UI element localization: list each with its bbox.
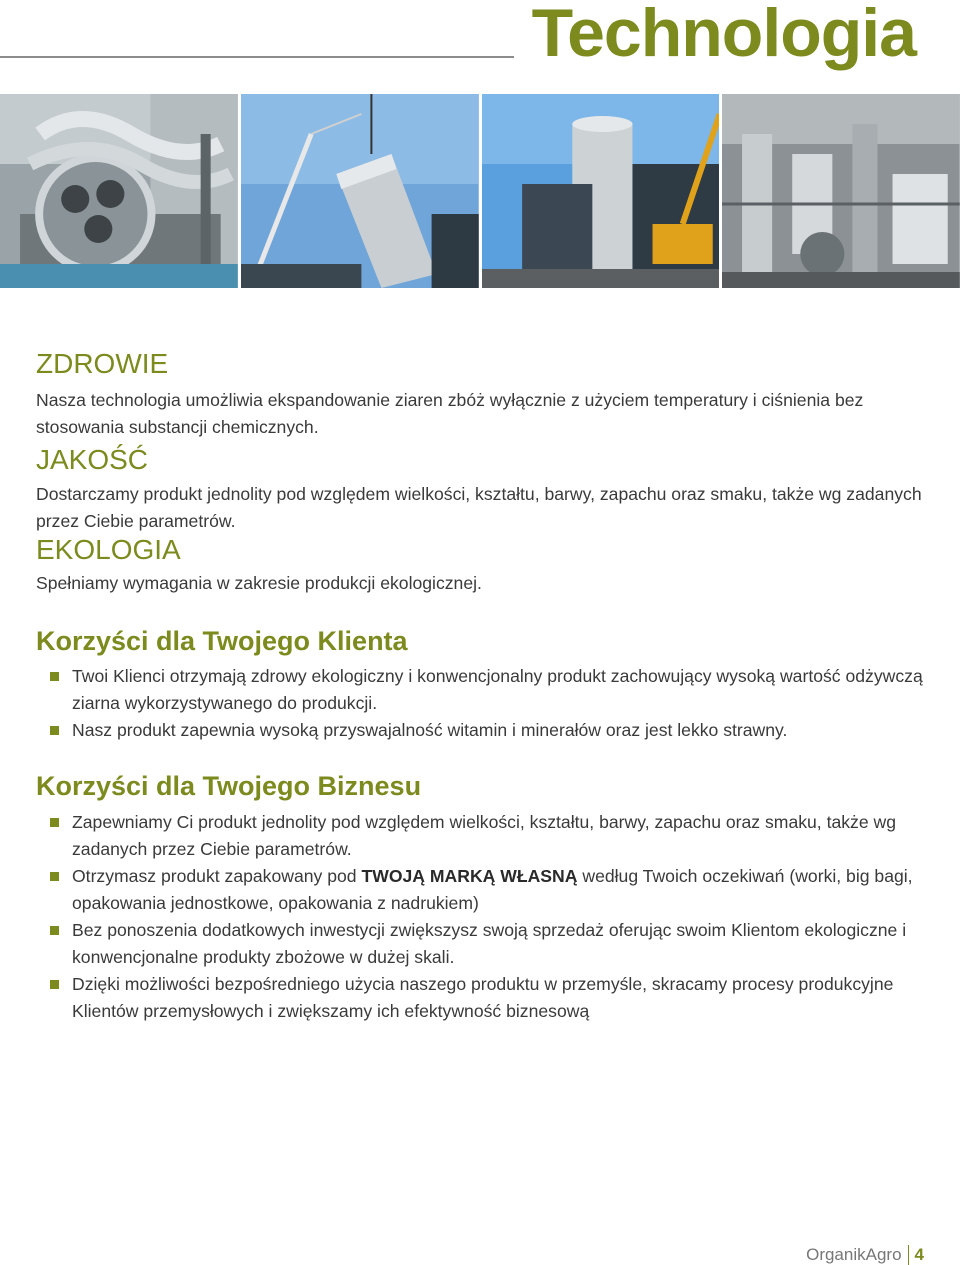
- list-item: [36, 917, 936, 971]
- list-item: [36, 809, 936, 863]
- list-item-text: Bez ponoszenia dodatkowych inwestycji zwiększysz swoją sprzedaż oferując swoim Klientom ekologiczne i konwencjonalne produkty zbożowe w dużej skali.: [72, 920, 907, 967]
- list-item-text: Twoi Klienci otrzymają zdrowy ekologiczny i konwencjonalny produkt zachowujący wysoką wartość odżywczą ziarna wykorzystywanego do produkcji.: [72, 666, 923, 713]
- list-item-text-after: według Twoich oczekiwań (worki, big bagi, opakowania jednostkowe, opakowania z nadrukiem): [72, 866, 913, 913]
- list-item: [36, 971, 936, 1025]
- list-item: [36, 863, 936, 917]
- list-item: [36, 663, 936, 717]
- own-brand-emphasis: TWOJĄ MARKĄ WŁASNĄ: [361, 866, 578, 886]
- bullet-square-icon: [50, 872, 59, 881]
- section-heading-ekologia: EKOLOGIA: [36, 534, 181, 565]
- production-hall-photo: [722, 94, 960, 288]
- steel-pipes-photo: [0, 94, 238, 288]
- business-benefits-heading: Korzyści dla Twojego Biznesu: [36, 771, 422, 801]
- list-item-text-before: Otrzymasz produkt zapakowany pod: [72, 866, 362, 886]
- list-item-text: Zapewniamy Ci produkt jednolity pod względem wielkości, kształtu, barwy, zapachu oraz smaku, także wg zadanych przez Ciebie parametrów.: [72, 812, 897, 859]
- photo-strip: [0, 94, 960, 288]
- page-title: Technologia: [531, 0, 916, 71]
- section-heading-zdrowie: ZDROWIE: [36, 348, 169, 379]
- list-item-text: Nasz produkt zapewnia wysoką przyswajalność witamin i minerałów oraz jest lekko strawny.: [72, 720, 788, 740]
- list-item-text: Dzięki możliwości bezpośredniego użycia naszego produktu w przemyśle, skracamy procesy produkcyjne Klientów przemysłowych i zwiększamy ich efektywność biznesową: [72, 974, 894, 1021]
- client-benefits-list: [36, 663, 936, 744]
- bullet-square-icon: [50, 926, 59, 935]
- title-rule: [0, 56, 514, 58]
- footer-divider: [908, 1245, 909, 1265]
- bullet-square-icon: [50, 726, 59, 735]
- section-text-zdrowie: Nasza technologia umożliwia ekspandowanie ziaren zbóż wyłącznie z użyciem temperatury i ciśnienia bez stosowania substancji chemicznych.: [36, 390, 864, 437]
- bullet-square-icon: [50, 672, 59, 681]
- section-text-ekologia: Spełniamy wymagania w zakresie produkcji ekologicznej.: [36, 573, 482, 593]
- business-benefits-list: [36, 809, 936, 1025]
- client-benefits-heading: Korzyści dla Twojego Klienta: [36, 626, 408, 656]
- section-heading-jakosc: JAKOŚĆ: [36, 444, 149, 475]
- page-number: 4: [914, 1245, 924, 1264]
- list-item: [36, 717, 936, 744]
- crane-silo-photo: [241, 94, 479, 288]
- bullet-square-icon: [50, 818, 59, 827]
- footer-brand: OrganikAgro: [806, 1245, 902, 1264]
- bullet-square-icon: [50, 980, 59, 989]
- silo-installation-photo: [482, 94, 720, 288]
- section-text-jakosc: Dostarczamy produkt jednolity pod względem wielkości, kształtu, barwy, zapachu oraz smaku, także wg zadanych przez Ciebie parametrów.: [36, 484, 922, 531]
- page-footer: [806, 1245, 924, 1265]
